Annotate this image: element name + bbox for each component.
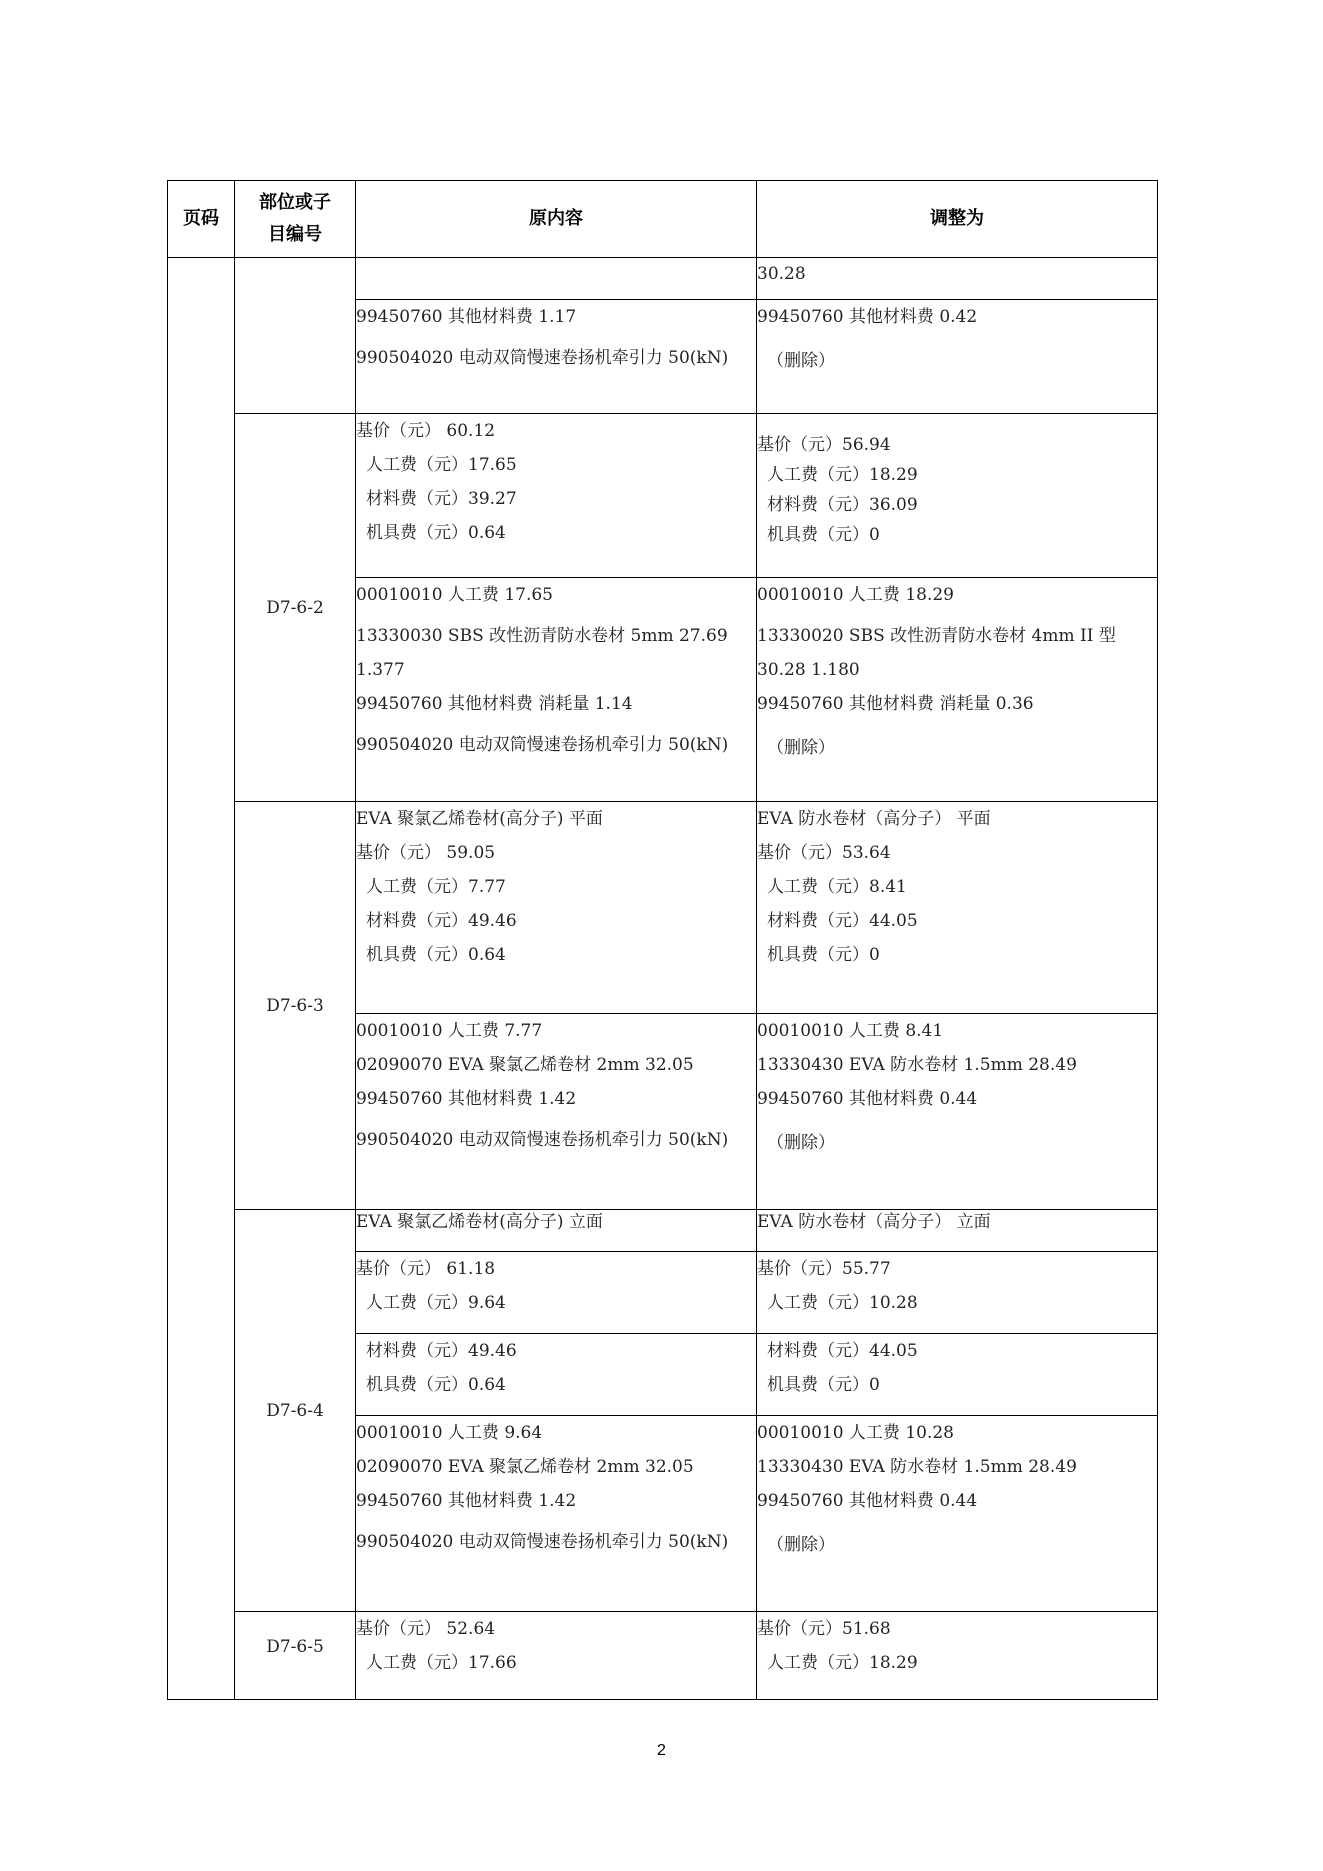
line: EVA 防水卷材（高分子） 立面 xyxy=(757,1212,991,1232)
line: 13330430 EVA 防水卷材 1.5mm 28.49 xyxy=(757,1055,1077,1075)
line: 00010010 人工费 17.65 xyxy=(356,585,554,605)
original-cell xyxy=(356,258,757,300)
line: 基价（元） 52.64 xyxy=(356,1619,496,1639)
original-cell xyxy=(356,1210,757,1252)
line: 02090070 EVA 聚氯乙烯卷材 2mm 32.05 xyxy=(356,1457,694,1477)
line: 人工费（元）9.64 xyxy=(366,1293,506,1313)
line: 99450760 其他材料费 1.42 xyxy=(356,1089,577,1109)
line: 机具费（元）0.64 xyxy=(366,945,506,965)
line: 基价（元） 60.12 xyxy=(356,421,496,441)
line: 材料费（元）44.05 xyxy=(767,911,918,931)
page-cell xyxy=(168,258,235,1700)
line: 人工费（元）7.77 xyxy=(366,877,506,897)
line: （删除） xyxy=(767,1535,835,1555)
code-cell xyxy=(235,258,356,414)
line: 990504020 电动双筒慢速卷扬机牵引力 50(kN) xyxy=(356,1532,729,1552)
adjusted-cell xyxy=(757,1252,1158,1334)
line: 13330020 SBS 改性沥青防水卷材 4mm II 型 30.28 1.180 xyxy=(757,626,1116,680)
line: 00010010 人工费 18.29 xyxy=(757,585,955,605)
line: EVA 聚氯乙烯卷材(高分子) 平面 xyxy=(356,809,603,829)
header-adjusted: 调整为 xyxy=(757,181,1158,258)
line: （删除） xyxy=(767,1133,835,1153)
line: EVA 防水卷材（高分子） 平面 xyxy=(757,809,991,829)
line: 人工费（元）10.28 xyxy=(767,1293,918,1313)
adjusted-cell xyxy=(757,578,1158,802)
original-cell xyxy=(356,802,757,1014)
line: 99450760 其他材料费 1.42 xyxy=(356,1491,577,1511)
header-page: 页码 xyxy=(168,181,235,258)
item-code: D7-6-2 xyxy=(235,414,356,802)
item-code: D7-6-4 xyxy=(235,1210,356,1612)
line: （删除） xyxy=(767,351,835,371)
header-original: 原内容 xyxy=(356,181,757,258)
table-row xyxy=(168,414,1158,578)
line: 机具费（元）0 xyxy=(767,1375,880,1395)
line: 99450760 其他材料费 消耗量 0.36 xyxy=(757,694,1034,714)
line: 人工费（元）18.29 xyxy=(767,465,918,485)
line: 人工费（元）18.29 xyxy=(767,1653,918,1673)
item-code: D7-6-3 xyxy=(235,802,356,1210)
line: 99450760 其他材料费 0.44 xyxy=(757,1491,978,1511)
line: EVA 聚氯乙烯卷材(高分子) 立面 xyxy=(356,1212,603,1232)
line: 机具费（元）0 xyxy=(767,945,880,965)
item-code: D7-6-5 xyxy=(235,1612,356,1700)
table-row xyxy=(168,1210,1158,1252)
line: （删除） xyxy=(767,738,835,758)
line: 990504020 电动双筒慢速卷扬机牵引力 50(kN) xyxy=(356,735,729,755)
line: 00010010 人工费 8.41 xyxy=(757,1021,944,1041)
line: 00010010 人工费 7.77 xyxy=(356,1021,543,1041)
line: 00010010 人工费 10.28 xyxy=(757,1423,955,1443)
adjusted-cell xyxy=(757,1014,1158,1210)
table-row xyxy=(168,258,1158,300)
page-number: 2 xyxy=(657,1742,666,1759)
line: 人工费（元）8.41 xyxy=(767,877,907,897)
adjusted-cell xyxy=(757,414,1158,578)
line: 基价（元） 61.18 xyxy=(356,1259,496,1279)
table-row xyxy=(168,802,1158,1014)
table-header-row xyxy=(168,181,1158,258)
line: 基价（元）56.94 xyxy=(757,435,891,455)
original-cell xyxy=(356,1252,757,1334)
original-cell xyxy=(356,1612,757,1700)
adjusted-cell xyxy=(757,802,1158,1014)
original-cell xyxy=(356,578,757,802)
line: 基价（元） 59.05 xyxy=(356,843,496,863)
line: 99450760 其他材料费 1.17 xyxy=(356,307,577,327)
line: 99450760 其他材料费 0.44 xyxy=(757,1089,978,1109)
line: 13330030 SBS 改性沥青防水卷材 5mm 27.69 1.377 xyxy=(356,626,728,680)
line: 机具费（元）0 xyxy=(767,525,880,545)
line: 00010010 人工费 9.64 xyxy=(356,1423,543,1443)
line: 基价（元）51.68 xyxy=(757,1619,891,1639)
adjusted-cell xyxy=(757,300,1158,414)
adjusted-cell xyxy=(757,1210,1158,1252)
original-cell xyxy=(356,414,757,578)
line: 人工费（元）17.66 xyxy=(366,1653,517,1673)
line: 30.28 xyxy=(757,264,806,284)
original-cell xyxy=(356,300,757,414)
adjusted-cell xyxy=(757,1612,1158,1700)
adjustment-table xyxy=(167,180,1158,1700)
original-cell xyxy=(356,1014,757,1210)
original-cell xyxy=(356,1334,757,1416)
header-code: 部位或子目编号 xyxy=(235,181,356,258)
line: 基价（元）53.64 xyxy=(757,843,891,863)
line: 材料费（元）49.46 xyxy=(366,911,517,931)
line: 材料费（元）44.05 xyxy=(767,1341,918,1361)
table-row xyxy=(168,1612,1158,1700)
line: 990504020 电动双筒慢速卷扬机牵引力 50(kN) xyxy=(356,1130,729,1150)
original-cell xyxy=(356,1416,757,1612)
line: 材料费（元）39.27 xyxy=(366,489,517,509)
line: 材料费（元）36.09 xyxy=(767,495,918,515)
line: 机具费（元）0.64 xyxy=(366,523,506,543)
line: 02090070 EVA 聚氯乙烯卷材 2mm 32.05 xyxy=(356,1055,694,1075)
line: 13330430 EVA 防水卷材 1.5mm 28.49 xyxy=(757,1457,1077,1477)
line: 990504020 电动双筒慢速卷扬机牵引力 50(kN) xyxy=(356,348,729,368)
line: 99450760 其他材料费 0.42 xyxy=(757,307,978,327)
line: 机具费（元）0.64 xyxy=(366,1375,506,1395)
adjusted-cell xyxy=(757,1416,1158,1612)
line: 材料费（元）49.46 xyxy=(366,1341,517,1361)
adjusted-cell xyxy=(757,258,1158,300)
line: 人工费（元）17.65 xyxy=(366,455,517,475)
adjusted-cell xyxy=(757,1334,1158,1416)
line: 99450760 其他材料费 消耗量 1.14 xyxy=(356,694,633,714)
line: 基价（元）55.77 xyxy=(757,1259,891,1279)
